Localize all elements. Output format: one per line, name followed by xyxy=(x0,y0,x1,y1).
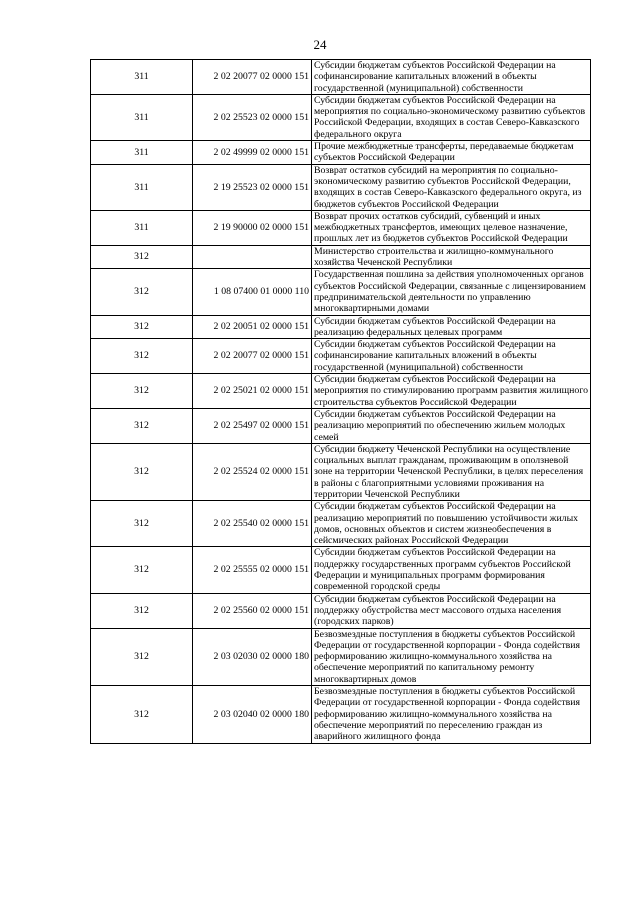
table-row xyxy=(91,374,591,409)
budget-classification-table xyxy=(90,59,591,744)
budget-code-cell: 2 02 20077 02 0000 151 xyxy=(193,339,312,374)
table-row xyxy=(91,547,591,593)
income-name-cell: Субсидии бюджетам субъектов Российской Федерации на мероприятия по социально-экономическому развитию субъектов Российской Федерации, входящих в состав Северо-Кавказского федерального округа xyxy=(312,94,591,140)
table-body xyxy=(91,60,591,744)
budget-code-cell: 2 02 25540 02 0000 151 xyxy=(193,501,312,547)
income-name-cell: Возврат прочих остатков субсидий, субвенций и иных межбюджетных трансфертов, имеющих целевое назначение, прошлых лет из бюджетов субъектов Российской Федерации xyxy=(312,210,591,245)
table-row xyxy=(91,628,591,685)
budget-code-cell: 2 02 20051 02 0000 151 xyxy=(193,315,312,339)
admin-code-cell: 312 xyxy=(91,374,193,409)
budget-code-cell: 2 02 25497 02 0000 151 xyxy=(193,408,312,443)
admin-code-cell: 312 xyxy=(91,547,193,593)
table-row xyxy=(91,94,591,140)
income-name-cell: Прочие межбюджетные трансферты, передаваемые бюджетам субъектов Российской Федерации xyxy=(312,141,591,165)
table-row xyxy=(91,408,591,443)
table-row xyxy=(91,60,591,95)
admin-code-cell: 312 xyxy=(91,315,193,339)
admin-code-cell: 312 xyxy=(91,593,193,628)
income-name-cell: Субсидии бюджетам субъектов Российской Федерации на мероприятия по стимулированию программ развития жилищного строительства субъектов Российской Федерации xyxy=(312,374,591,409)
income-name-cell: Субсидии бюджету Чеченской Республики на осуществление социальных выплат гражданам, проживающим в оползневой зоне на территории Чеченской Республики, в целях переселения в районы с благоприятными условиями проживания на территории Чеченской Республики xyxy=(312,443,591,500)
income-name-cell: Возврат остатков субсидий на мероприятия по социально-экономическому развитию субъектов Российской Федерации, входящих в состав Северо-Кавказского федерального округа, из бюджетов субъектов Российской Федерации xyxy=(312,164,591,210)
admin-code-cell: 312 xyxy=(91,339,193,374)
table-row xyxy=(91,593,591,628)
table-row xyxy=(91,245,591,269)
admin-code-cell: 312 xyxy=(91,628,193,685)
table-row xyxy=(91,339,591,374)
income-name-cell: Государственная пошлина за действия уполномоченных органов субъектов Российской Федерации, связанные с лицензированием предпринимательской деятельности по управлению многоквартирными домами xyxy=(312,269,591,315)
admin-code-cell: 312 xyxy=(91,443,193,500)
admin-code-cell: 312 xyxy=(91,245,193,269)
income-name-cell: Субсидии бюджетам субъектов Российской Федерации на реализацию мероприятий по повышению устойчивости жилых домов, основных объектов и систем жизнеобеспечения в сейсмических районах Российской Федерации xyxy=(312,501,591,547)
income-name-cell: Министерство строительства и жилищно-коммунального хозяйства Чеченской Республики xyxy=(312,245,591,269)
income-name-cell: Субсидии бюджетам субъектов Российской Федерации на софинансирование капитальных вложений в объекты государственной (муниципальной) собственности xyxy=(312,339,591,374)
budget-code-cell: 2 02 49999 02 0000 151 xyxy=(193,141,312,165)
budget-code-cell: 2 02 20077 02 0000 151 xyxy=(193,60,312,95)
budget-code-cell: 1 08 07400 01 0000 110 xyxy=(193,269,312,315)
table-row xyxy=(91,315,591,339)
budget-code-cell: 2 02 25555 02 0000 151 xyxy=(193,547,312,593)
income-name-cell: Субсидии бюджетам субъектов Российской Федерации на реализацию федеральных целевых программ xyxy=(312,315,591,339)
budget-code-cell: 2 02 25524 02 0000 151 xyxy=(193,443,312,500)
table-row xyxy=(91,164,591,210)
income-name-cell: Субсидии бюджетам субъектов Российской Федерации на софинансирование капитальных вложений в объекты государственной (муниципальной) собственности xyxy=(312,60,591,95)
budget-code-cell: 2 03 02040 02 0000 180 xyxy=(193,686,312,743)
admin-code-cell: 312 xyxy=(91,686,193,743)
income-name-cell: Субсидии бюджетам субъектов Российской Федерации на поддержку обустройства мест массового отдыха населения (городских парков) xyxy=(312,593,591,628)
admin-code-cell: 311 xyxy=(91,164,193,210)
table-row xyxy=(91,210,591,245)
table-row xyxy=(91,269,591,315)
table-row xyxy=(91,501,591,547)
income-name-cell: Безвозмездные поступления в бюджеты субъектов Российской Федерации от государственной корпорации - Фонда содействия реформированию жилищно-коммунального хозяйства на обеспечение мероприятий по капитальному ремонту многоквартирных домов xyxy=(312,628,591,685)
admin-code-cell: 312 xyxy=(91,408,193,443)
budget-code-cell: 2 02 25523 02 0000 151 xyxy=(193,94,312,140)
admin-code-cell: 312 xyxy=(91,269,193,315)
budget-code-cell xyxy=(193,245,312,269)
admin-code-cell: 311 xyxy=(91,210,193,245)
budget-code-cell: 2 19 25523 02 0000 151 xyxy=(193,164,312,210)
income-name-cell: Безвозмездные поступления в бюджеты субъектов Российской Федерации от государственной корпорации - Фонда содействия реформированию жилищно-коммунального хозяйства на обеспечение мероприятий по переселению граждан из аварийного жилищного фонда xyxy=(312,686,591,743)
table-row xyxy=(91,141,591,165)
income-name-cell: Субсидии бюджетам субъектов Российской Федерации на реализацию мероприятий по обеспечению жильем молодых семей xyxy=(312,408,591,443)
budget-code-cell: 2 02 25560 02 0000 151 xyxy=(193,593,312,628)
budget-code-cell: 2 03 02030 02 0000 180 xyxy=(193,628,312,685)
table-row xyxy=(91,686,591,743)
admin-code-cell: 311 xyxy=(91,94,193,140)
admin-code-cell: 311 xyxy=(91,60,193,95)
table-row xyxy=(91,443,591,500)
admin-code-cell: 311 xyxy=(91,141,193,165)
budget-code-cell: 2 19 90000 02 0000 151 xyxy=(193,210,312,245)
admin-code-cell: 312 xyxy=(91,501,193,547)
budget-code-cell: 2 02 25021 02 0000 151 xyxy=(193,374,312,409)
page-number: 24 xyxy=(313,37,327,52)
income-name-cell: Субсидии бюджетам субъектов Российской Федерации на поддержку государственных программ субъектов Российской Федерации и муниципальных программ формирования современной городской среды xyxy=(312,547,591,593)
